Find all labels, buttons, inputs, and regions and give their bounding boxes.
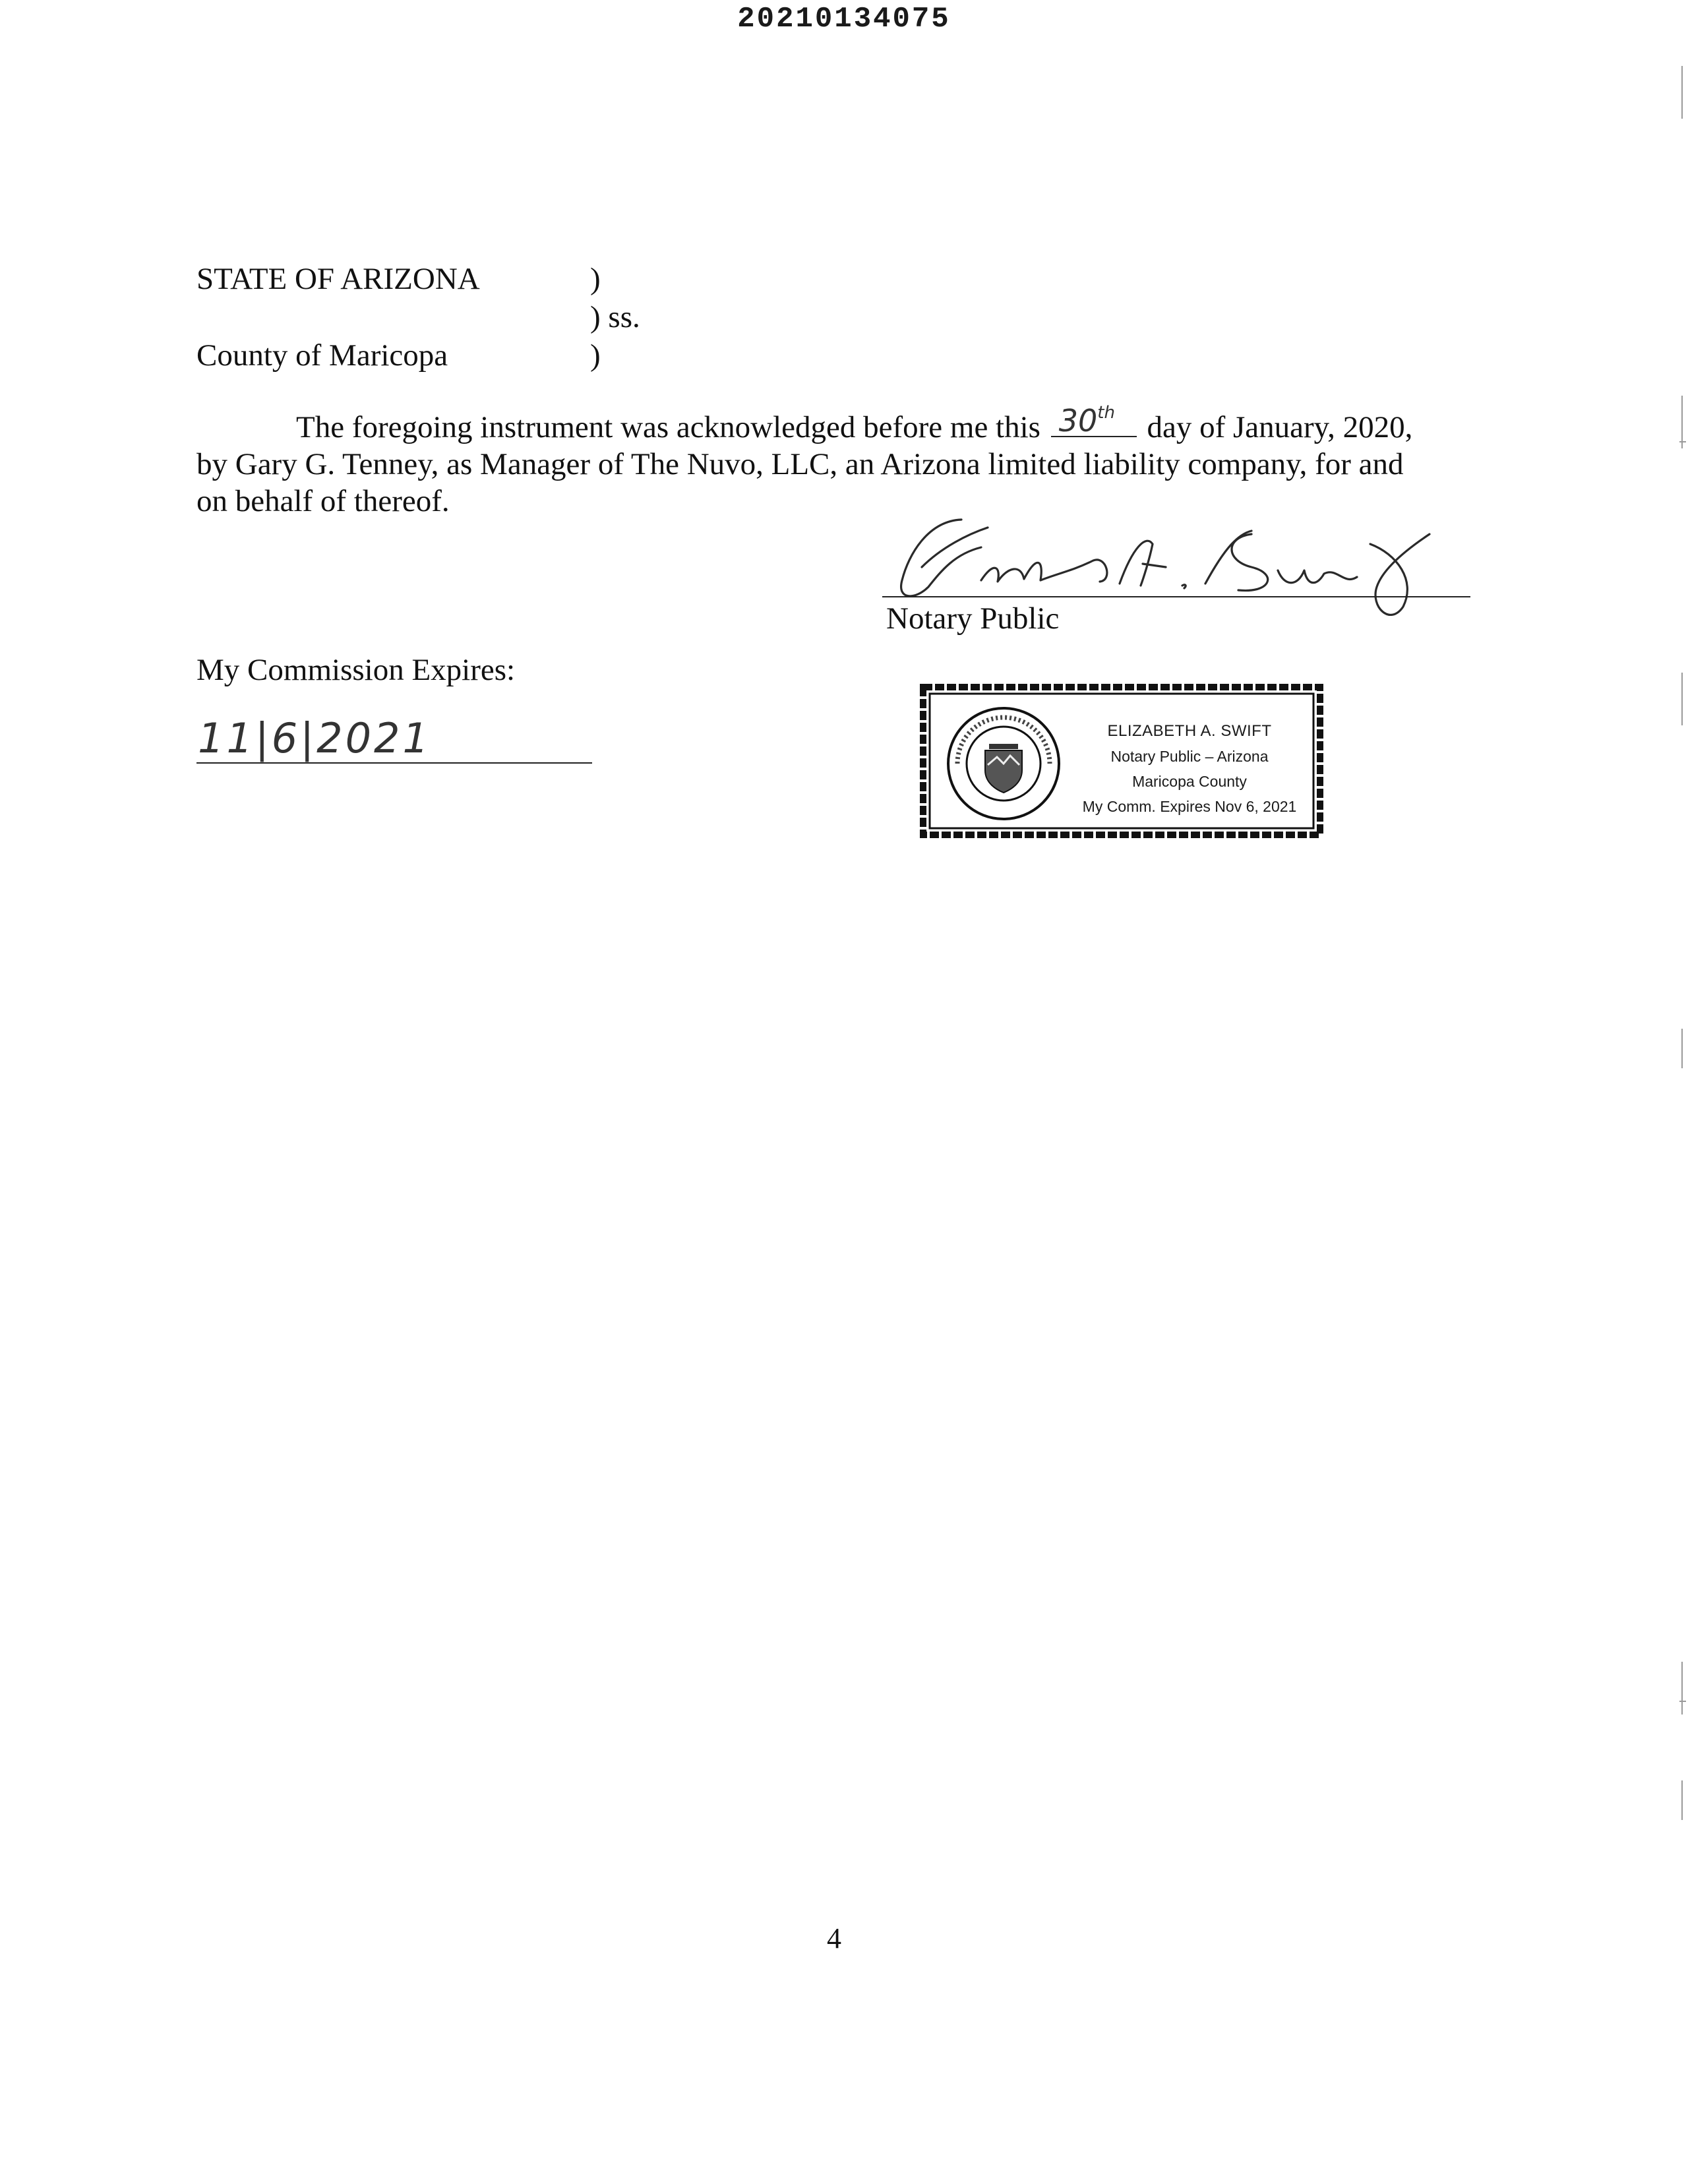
- notary-stamp: [919, 683, 1324, 839]
- venue-ss: ) ss.: [590, 300, 640, 334]
- acknowledgment-line-1: [196, 403, 1489, 446]
- acknowledgment-line-3: on behalf of thereof.: [196, 484, 450, 518]
- scan-edge-artifacts: [1678, 26, 1686, 1873]
- commission-expires-line: [196, 762, 592, 764]
- venue-ss-row: [196, 298, 640, 336]
- page-number: 4: [827, 1922, 841, 1955]
- day-blank: [1051, 403, 1137, 439]
- day-handwritten: [1058, 398, 1115, 439]
- acknowledgment-line-1-end: day of January, 2020,: [1147, 410, 1413, 444]
- document-number: 20210134075: [737, 3, 951, 36]
- day-number: 30: [1058, 403, 1098, 439]
- stamp-name: ELIZABETH A. SWIFT: [1107, 722, 1272, 740]
- acknowledgment-line-1-start: The foregoing instrument was acknowledged before me this: [296, 410, 1040, 444]
- commission-expires-date: 11|6|2021: [198, 714, 431, 762]
- acknowledgment-line-2: by Gary G. Tenney, as Manager of The Nuvo, LLC, an Arizona limited liability company, for and: [196, 447, 1404, 481]
- stamp-title: Notary Public – Arizona: [1110, 748, 1269, 765]
- acknowledgment-paragraph: [196, 403, 1489, 520]
- venue-state: STATE OF ARIZONA: [196, 262, 480, 296]
- venue-block: [196, 260, 640, 375]
- stamp-text: [1064, 719, 1315, 819]
- signature-line: [882, 596, 1470, 597]
- venue-state-row: [196, 260, 601, 298]
- day-suffix: th: [1097, 403, 1115, 423]
- venue-county-row: [196, 336, 601, 375]
- stamp-expires: My Comm. Expires Nov 6, 2021: [1082, 798, 1297, 815]
- venue-paren-1: ): [590, 262, 601, 296]
- stamp-county: Maricopa County: [1132, 773, 1247, 790]
- notary-public-label: Notary Public: [886, 601, 1060, 636]
- venue-county: County of Maricopa: [196, 338, 448, 373]
- arizona-seal-icon: [944, 704, 1063, 823]
- commission-expires-label: My Commission Expires:: [196, 653, 516, 687]
- venue-paren-3: ): [590, 338, 601, 373]
